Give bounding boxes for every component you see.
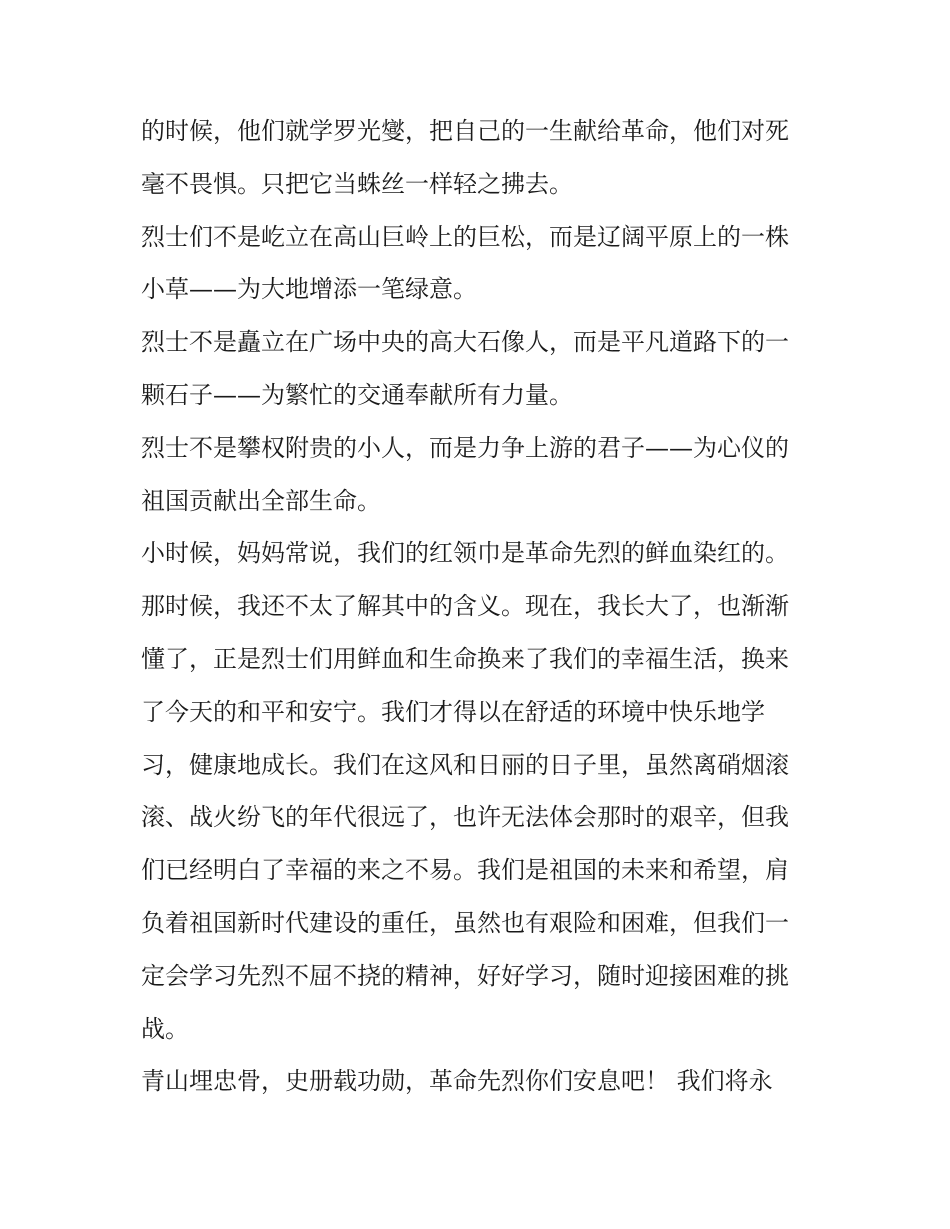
text-line: 祖国贡献出全部生命。 — [141, 486, 381, 515]
text-line: 颗石子——为繁忙的交通奉献所有力量。 — [141, 380, 573, 409]
text-line: 定会学习先烈不屈不挠的精神，好好学习，随时迎接困难的挑 — [141, 961, 789, 990]
text-line: 烈士不是矗立在广场中央的高大石像人，而是平凡道路下的一 — [141, 328, 789, 357]
text-line: 那时候，我还不太了解其中的含义。现在，我长大了，也渐渐 — [141, 592, 789, 621]
text-line: 小时候，妈妈常说，我们的红领巾是革命先烈的鲜血染红的。 — [141, 539, 789, 568]
text-line: 们已经明白了幸福的来之不易。我们是祖国的未来和希望，肩 — [141, 856, 789, 885]
text-line: 的时候，他们就学罗光燮，把自己的一生献给革命，他们对死 — [141, 117, 789, 145]
text-line: 烈士们不是屹立在高山巨岭上的巨松，而是辽阔平原上的一株 — [141, 222, 789, 251]
essay-body — [141, 105, 821, 1108]
text-line: 战。 — [141, 1014, 189, 1043]
text-line: 小草——为大地增添一笔绿意。 — [141, 275, 477, 304]
text-line: 青山埋忠骨，史册载功勋，革命先烈你们安息吧！ 我们将永 — [141, 1067, 773, 1096]
text-line: 烈士不是攀权附贵的小人，而是力争上游的君子——为心仪的 — [141, 433, 789, 462]
text-line: 习，健康地成长。我们在这风和日丽的日子里，虽然离硝烟滚 — [141, 750, 789, 779]
text-line: 滚、战火纷飞的年代很远了，也许无法体会那时的艰辛，但我 — [141, 803, 789, 832]
text-line: 懂了，正是烈士们用鲜血和生命换来了我们的幸福生活，换来 — [141, 644, 789, 673]
text-line: 了今天的和平和安宁。我们才得以在舒适的环境中快乐地学 — [141, 697, 765, 726]
text-line: 毫不畏惧。只把它当蛛丝一样轻之拂去。 — [141, 169, 573, 198]
text-line: 负着祖国新时代建设的重任，虽然也有艰险和困难，但我们一 — [141, 908, 789, 937]
